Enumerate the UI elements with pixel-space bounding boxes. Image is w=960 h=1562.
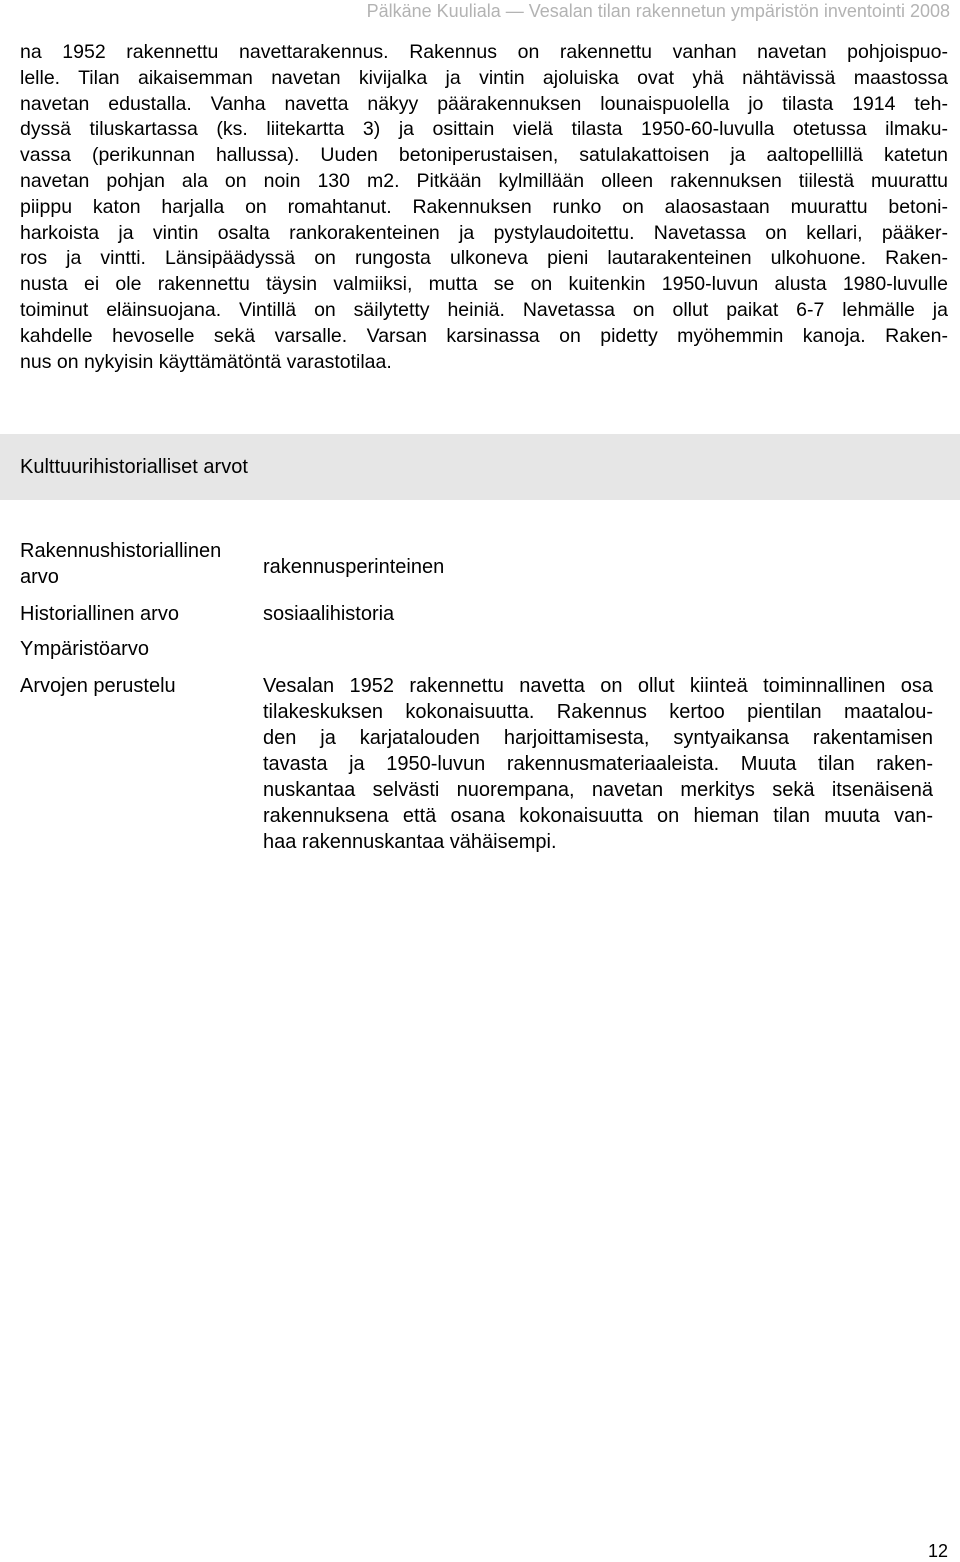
history-label: Historiallinen arvo: [20, 603, 179, 625]
environment-label: Ympäristöarvo: [20, 638, 149, 660]
body-line: ros ja vintti. Länsipäädyssä on rungosta ulkoneva pieni lautarakenteinen ulkohuone. Raken-: [20, 247, 948, 270]
body-line: nusta ei ole rakennettu täysin valmiiksi, mutta se on kuitenkin 1950-luvun alusta 1980-luvulle: [20, 273, 948, 296]
body-line: vassa (perikunnan hallussa). Uuden betoniperustaisen, satulakattoisen ja aaltopellillä katetun: [20, 144, 948, 167]
body-line: harkoista ja vintin osalta rankorakenteinen ja pystylaudoitettu. Navetassa on kellari, pääker-: [20, 221, 948, 244]
body-line: dyssä tiluskartassa (ks. liitekartta 3) ja osittain vielä tilasta 1950-60-luvulla otetussa ilmaku-: [20, 118, 948, 141]
basis-line: nuskantaa selvästi nuorempana, navetan merkitys sekä itsenäisenä: [263, 779, 933, 801]
building-history-label-line: Rakennushistoriallinen: [20, 540, 222, 562]
body-line: na 1952 rakennettu navettarakennus. Rakennus on rakennettu vanhan navetan pohjoispuo-: [20, 41, 948, 63]
body-line: piippu katon harjalla on romahtanut. Rakennuksen runko on alaosastaan muurattu betoni-: [20, 195, 948, 218]
section-title: Kulttuurihistorialliset arvot: [20, 456, 248, 478]
building-history-value: rakennusperinteinen: [263, 556, 445, 578]
basis-line: haa rakennuskantaa vähäisempi.: [263, 831, 557, 853]
running-header: Pälkäne Kuuliala — Vesalan tilan rakennetun ympäristön inventointi 2008: [366, 1, 950, 21]
body-paragraph: [20, 40, 948, 375]
body-line: nus on nykyisin käyttämätöntä varastotilaa.: [20, 350, 392, 373]
basis-line: den ja karjatalouden harjoittamisesta, syntyaikansa rakentamisen: [263, 727, 933, 749]
basis-label: Arvojen perustelu: [20, 675, 176, 697]
basis-line: tilakeskuksen kokonaisuutta. Rakennus kertoo pientilan maatalou-: [263, 701, 933, 723]
body-line: lelle. Tilan aikaisemman navetan kivijalka ja vintin ajoluiska ovat yhä nähtävissä maastossa: [20, 66, 948, 89]
history-value: sosiaalihistoria: [263, 603, 395, 625]
building-history-label-line: arvo: [20, 566, 59, 588]
building-history-label: [20, 538, 255, 590]
body-line: toiminut eläinsuojana. Vintillä on säilytetty heiniä. Navetassa on ollut paikat 6-7 lehmälle ja: [20, 298, 948, 321]
basis-line: rakennuksena että osana kokonaisuutta on hieman tilan muuta van-: [263, 805, 933, 827]
body-line: kahdelle hevoselle sekä varsalle. Varsan karsinassa on pidetty myöhemmin kanoja. Raken-: [20, 324, 948, 347]
basis-text: [263, 673, 933, 855]
page-number: 12: [927, 1541, 948, 1561]
basis-line: Vesalan 1952 rakennettu navetta on ollut kiinteä toiminnallinen osa: [263, 675, 933, 697]
body-line: navetan pohjan ala on noin 130 m2. Pitkään kylmillään olleen rakennuksen tiilestä muurattu: [20, 169, 948, 192]
section-header-band: [0, 434, 960, 500]
body-line: navetan edustalla. Vanha navetta näkyy päärakennuksen lounaispuolella jo tilasta 1914 teh-: [20, 92, 948, 115]
basis-line: tavasta ja 1950-luvun rakennusmateriaaleista. Muuta tilan raken-: [263, 753, 933, 775]
